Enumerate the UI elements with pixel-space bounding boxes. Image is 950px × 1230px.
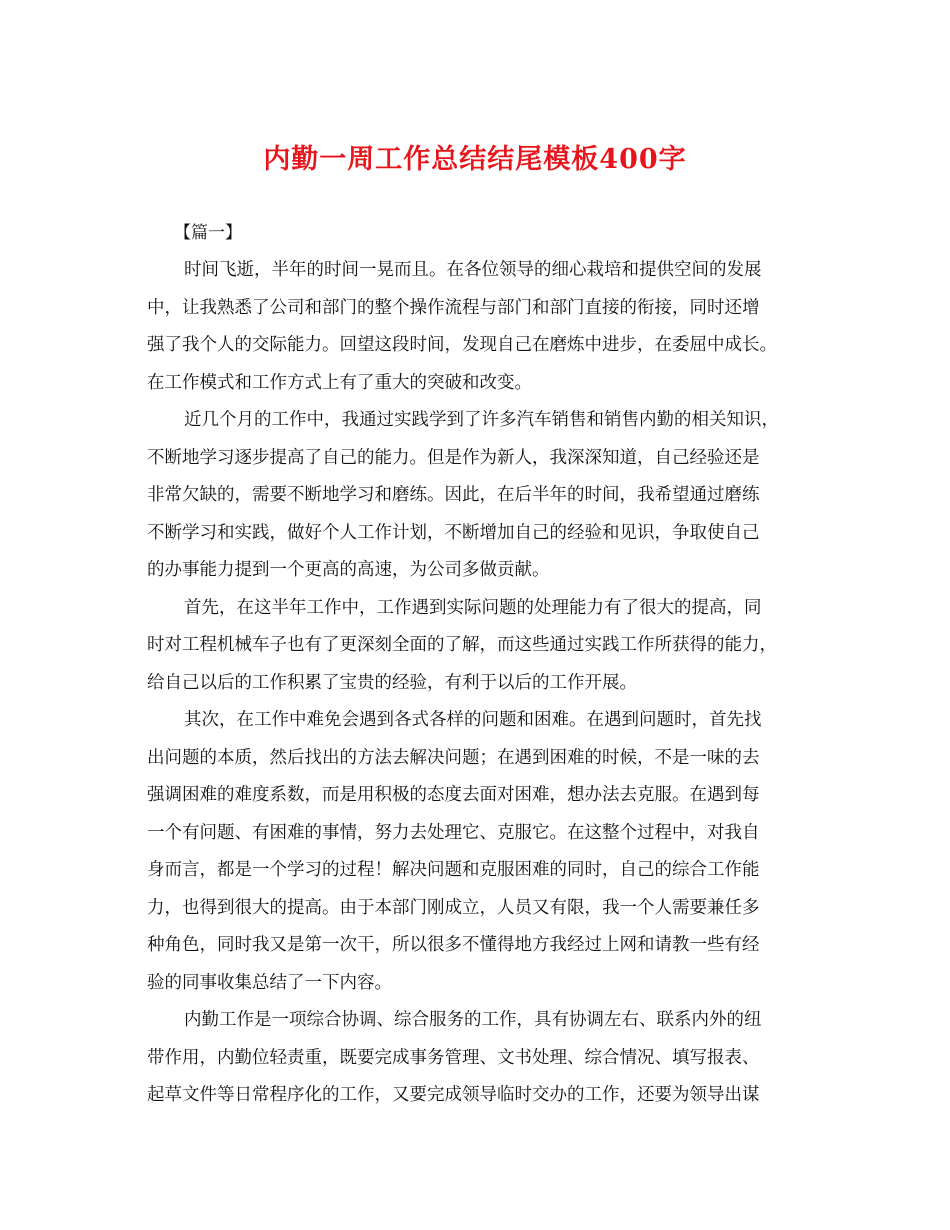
paragraph-line: 出问题的本质，然后找出的方法去解决问题；在遇到困难的时候，不是一味的去 <box>147 747 760 768</box>
paragraph-line: 非常欠缺的，需要不断地学习和磨练。因此，在后半年的时间，我希望通过磨练 <box>147 485 760 505</box>
document-body <box>147 252 807 1115</box>
paragraph <box>147 402 807 590</box>
paragraph-line: 身而言，都是一个学习的过程！解决问题和克服困难的同时，自己的综合工作能 <box>147 860 760 880</box>
paragraph-line: 种角色，同时我又是第一次干，所以很多不懂得地方我经过上网和请教一些有经 <box>147 935 760 955</box>
paragraph-line: 一个有问题、有困难的事情，努力去处理它、克服它。在这整个过程中，对我自 <box>147 822 760 843</box>
paragraph-line: 时间飞逝，半年的时间一晃而且。在各位领导的细心栽培和提供空间的发展 <box>184 260 762 280</box>
document-title: 内勤一周工作总结结尾模板400字 <box>263 144 687 175</box>
paragraph-line: 首先，在这半年工作中，工作遇到实际问题的处理能力有了很大的提高，同 <box>184 597 762 618</box>
paragraph-line: 在工作模式和工作方式上有了重大的突破和改变。 <box>147 372 532 393</box>
paragraph-line: 不断地学习逐步提高了自己的能力。但是作为新人，我深深知道，自己经验还是 <box>147 447 760 468</box>
paragraph-line: 起草文件等日常程序化的工作，又要完成领导临时交办的工作，还要为领导出谋 <box>147 1085 760 1105</box>
paragraph-line: 的办事能力提到一个更高的高速，为公司多做贡献。 <box>147 560 550 580</box>
paragraph <box>147 702 807 1002</box>
paragraph-line: 带作用，内勤位轻责重，既要完成事务管理、文书处理、综合情况、填写报表、 <box>147 1047 760 1068</box>
paragraph-line: 不断学习和实践，做好个人工作计划，不断增加自己的经验和见识，争取使自己 <box>147 522 760 543</box>
paragraph <box>147 252 807 402</box>
paragraph-line: 强调困难的难度系数，而是用积极的态度去面对困难，想办法去克服。在遇到每 <box>147 785 760 805</box>
paragraph-line: 给自己以后的工作积累了宝贵的经验，有利于以后的工作开展。 <box>147 672 637 693</box>
paragraph-line: 力，也得到很大的提高。由于本部门刚成立，人员又有限，我一个人需要兼任多 <box>147 897 760 918</box>
section-label: 【篇一】 <box>174 223 242 243</box>
paragraph-line: 时对工程机械车子也有了更深刻全面的了解，而这些通过实践工作所获得的能力， <box>147 635 777 655</box>
paragraph-line: 内勤工作是一项综合协调、综合服务的工作，具有协调左右、联系内外的纽 <box>184 1010 762 1030</box>
paragraph-line: 其次，在工作中难免会遇到各式各样的问题和困难。在遇到问题时，首先找 <box>184 710 762 730</box>
paragraph-line: 中，让我熟悉了公司和部门的整个操作流程与部门和部门直接的衔接，同时还增 <box>147 297 760 318</box>
paragraph-line: 验的同事收集总结了一下内容。 <box>147 972 392 993</box>
paragraph <box>147 590 807 703</box>
paragraph-line: 近几个月的工作中，我通过实践学到了许多汽车销售和销售内勤的相关知识， <box>184 410 779 430</box>
paragraph-line: 强了我个人的交际能力。回望这段时间，发现自己在磨炼中进步，在委屈中成长。 <box>147 335 777 355</box>
paragraph <box>147 1002 807 1115</box>
